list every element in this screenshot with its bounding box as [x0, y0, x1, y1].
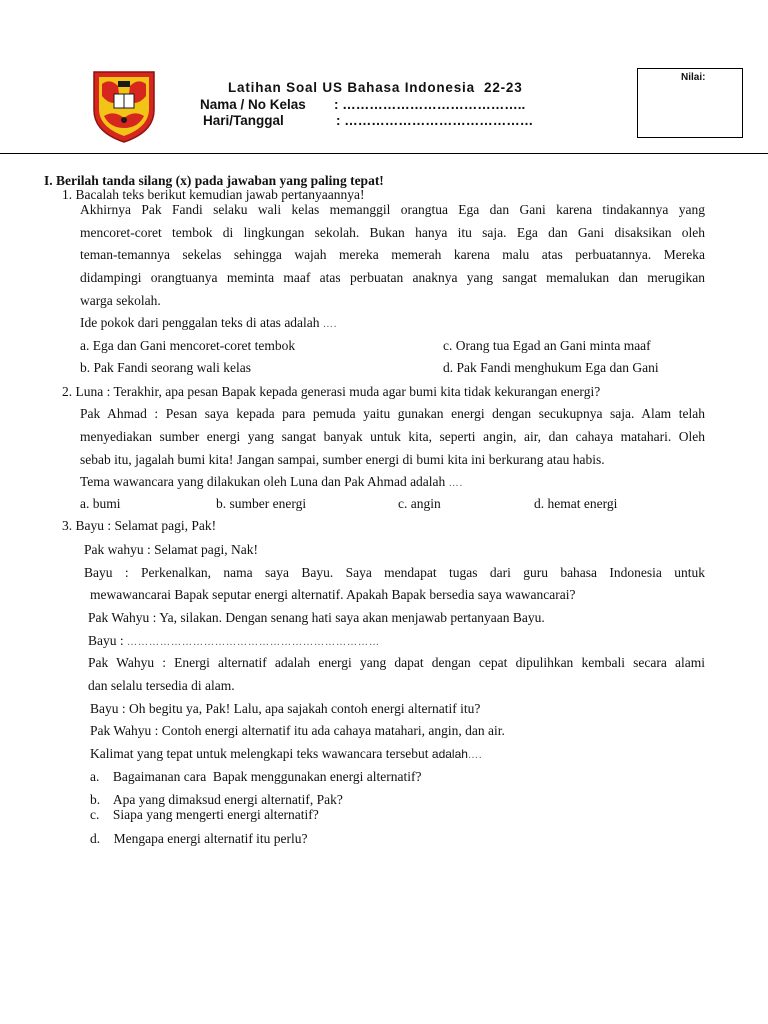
q3-option-a[interactable]: a. Bagaimanan cara Bapak menggunakan energi alternatif? [90, 769, 422, 784]
q3-option-b[interactable]: b. Apa yang dimaksud energi alternatif, Pak? [90, 792, 343, 807]
q3-bayu-label: Bayu : [88, 633, 124, 648]
school-emblem-icon [90, 66, 158, 144]
q3-question [90, 746, 482, 764]
q1-passage-line: didampingi orangtuanya meminta maaf atas perbuatan anaknya yang sangat memalukan dan merugikan [80, 270, 705, 285]
q1-passage-line: teman-temannya sekelas sehingga wajah mereka memerah karena malu atas perbuatannya. Mereka [80, 247, 705, 262]
section-heading: I. Berilah tanda silang (x) pada jawaban yang paling tepat! [44, 173, 384, 188]
q1-option-a[interactable]: a. Ega dan Gani mencoret-coret tembok [80, 338, 296, 353]
q2-question [80, 474, 463, 492]
q3-question-word: adalah [431, 747, 468, 761]
q3-line: dan selalu tersedia di alam. [88, 678, 235, 693]
q1-question-dots: …. [322, 319, 338, 330]
q1-passage-line: mencoret-coret tembok di lingkungan sekolah. Bukan hanya itu saja. Ega dan Gani disaksikan oleh [80, 225, 705, 240]
q1-option-b[interactable]: b. Pak Fandi seorang wali kelas [80, 360, 251, 375]
nama-kelas-label: Nama / No Kelas [200, 97, 306, 112]
q1-passage-line: Akhirnya Pak Fandi selaku wali kelas memanggil orangtua Ega dan Gani karena tindakannya yang [80, 202, 705, 217]
nama-kelas-field[interactable]: : ………………………………….. [334, 97, 526, 112]
school-logo [90, 66, 158, 144]
q2-line: sebab itu, jagalah bumi kita! Jangan sampai, sumber energi di bumi kita ini berkurang atau habis. [80, 452, 605, 467]
q3-intro: 3. Bayu : Selamat pagi, Pak! [62, 518, 217, 533]
q1-instruction: 1. Bacalah teks berikut kemudian jawab pertanyaannya! [62, 187, 365, 202]
page-title: Latihan Soal US Bahasa Indonesia 22-23 [228, 80, 523, 95]
q3-line: Pak wahyu : Selamat pagi, Nak! [84, 542, 258, 557]
q3-option-d[interactable]: d. Mengapa energi alternatif itu perlu? [90, 831, 308, 846]
q1-passage-line: warga sekolah. [80, 293, 161, 308]
q1-question-text: Ide pokok dari penggalan teks di atas adalah [80, 315, 320, 330]
q3-line: Pak Wahyu : Energi alternatif adalah energi yang dapat dengan cepat dipulihkan kembali secara alami [88, 655, 705, 670]
q2-option-a[interactable]: a. bumi [80, 496, 121, 511]
q2-line: Pak Ahmad : Pesan saya kepada para pemuda yaitu gunakan energi dengan secukupnya saja. Alam telah [80, 406, 705, 421]
q2-option-d[interactable]: d. hemat energi [534, 496, 618, 511]
q3-line: Pak Wahyu : Ya, silakan. Dengan senang hati saya akan menjawab pertanyaan Bayu. [88, 610, 545, 625]
header-divider [0, 153, 768, 154]
q2-line: menyediakan sumber energi yang sangat banyak untuk kita, seperti angin, air, dan cahaya matahari. Oleh [80, 429, 705, 444]
q3-bayu-blank [88, 633, 380, 651]
q2-option-b[interactable]: b. sumber energi [216, 496, 307, 511]
nilai-label: Nilai: [681, 72, 706, 83]
q1-option-d[interactable]: d. Pak Fandi menghukum Ega dan Gani [443, 360, 659, 375]
q2-option-c[interactable]: c. angin [398, 496, 441, 511]
q3-bayu-dots: …………………………………………………………… [127, 637, 380, 648]
q3-line: Pak Wahyu : Contoh energi alternatif itu ada cahaya matahari, angin, dan air. [90, 723, 505, 738]
q3-question-dots: …. [467, 750, 483, 761]
q2-question-dots: …. [448, 478, 464, 489]
q2-line: 2. Luna : Terakhir, apa pesan Bapak kepada generasi muda agar bumi kita tidak kekurangan energi? [62, 384, 601, 399]
q3-line: Bayu : Oh begitu ya, Pak! Lalu, apa sajakah contoh energi alternatif itu? [90, 701, 481, 716]
hari-tanggal-field[interactable]: : …………………………………… [336, 113, 534, 128]
q1-option-c[interactable]: c. Orang tua Egad an Gani minta maaf [443, 338, 651, 353]
q1-question [80, 315, 337, 333]
q3-line: Bayu : Perkenalkan, nama saya Bayu. Saya mendapat tugas dari guru bahasa Indonesia untuk [84, 565, 705, 580]
q3-question-text: Kalimat yang tepat untuk melengkapi teks wawancara tersebut [90, 746, 429, 761]
q3-line: mewawancarai Bapak seputar energi alternatif. Apakah Bapak bersedia saya wawancarai? [90, 587, 576, 602]
hari-tanggal-label: Hari/Tanggal [203, 113, 284, 128]
q3-option-c[interactable]: c. Siapa yang mengerti energi alternatif? [90, 807, 319, 822]
q2-question-text: Tema wawancara yang dilakukan oleh Luna dan Pak Ahmad adalah [80, 474, 446, 489]
